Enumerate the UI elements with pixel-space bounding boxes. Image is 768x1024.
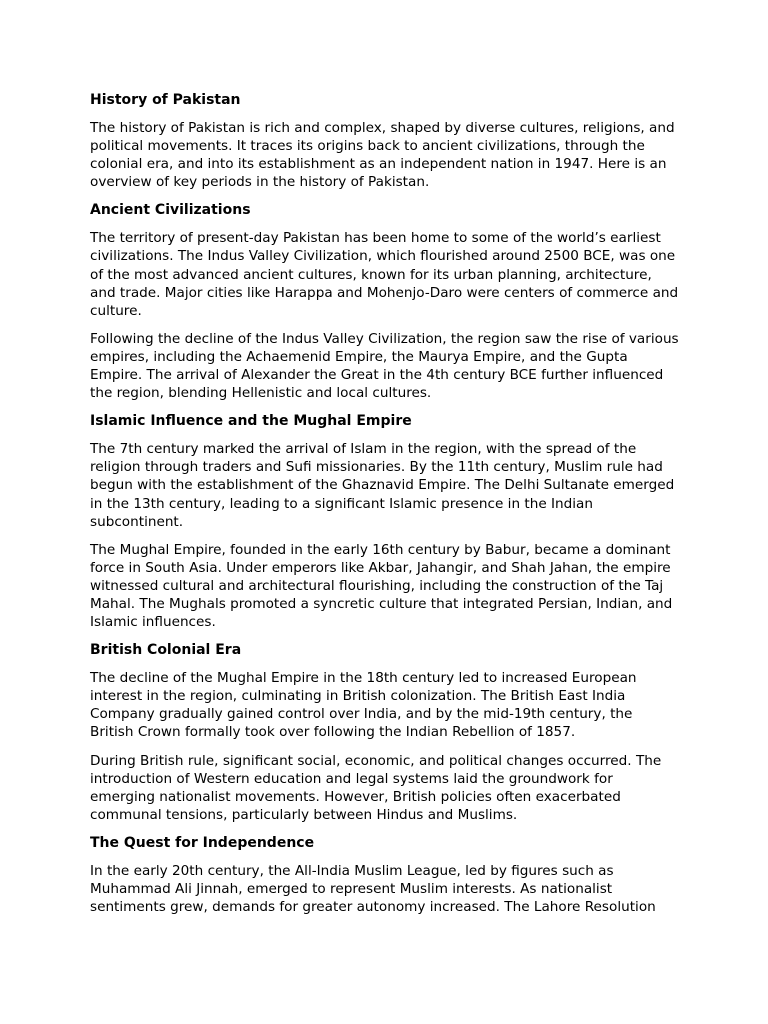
section-islamic-influence (90, 412, 680, 631)
section-paragraph: In the early 20th century, the All-India Muslim League, led by figures such as Muhammad Ali Jinnah, emerged to represent Muslim interests. As nationalist sentiments grew, demands for greater autonomy increased. The Lahore Resolution (90, 862, 656, 916)
section-heading: The Quest for Independence (90, 834, 315, 851)
section-heading: British Colonial Era (90, 642, 242, 659)
section-heading: Ancient Civilizations (90, 202, 251, 219)
section-paragraph: The Mughal Empire, founded in the early 16th century by Babur, became a dominant force in South Asia. Under emperors like Akbar, Jahangir, and Shah Jahan, the empire witnessed cultural and architectural flourishing, including the construction of the Taj Mahal. The Mughals promoted a syncretic culture that integrated Persian, Indian, and Islamic influences. (90, 541, 673, 631)
section-paragraph: The 7th century marked the arrival of Islam in the region, with the spread of the religion through traders and Sufi missionaries. By the 11th century, Muslim rule had begun with the establishment of the Ghaznavid Empire. The Delhi Sultanate emerged in the 13th century, leading to a significant Islamic presence in the Indian subcontinent. (90, 441, 675, 530)
section-paragraph: The territory of present-day Pakistan has been home to some of the world’s earliest civilizations. The Indus Valley Civilization, which flourished around 2500 BCE, was one of the most advanced ancient cultures, known for its urban planning, architecture, and trade. Major cities like Harappa and Mohenjo-Daro were centers of commerce and culture. (90, 230, 679, 319)
section-paragraph: Following the decline of the Indus Valley Civilization, the region saw the rise of various empires, including the Achaemenid Empire, the Maurya Empire, and the Gupta Empire. The arrival of Alexander the Great in the 4th century BCE further influenced the region, blending Hellenistic and local cultures. (90, 330, 679, 402)
document-page (90, 91, 680, 926)
intro-paragraph: The history of Pakistan is rich and complex, shaped by diverse cultures, religions, and political movements. It traces its origins back to ancient civilizations, through the colonial era, and into its establishment as an independent nation in 1947. Here is an overview of key periods in the history of Pakistan. (90, 120, 675, 191)
section-paragraph: The decline of the Mughal Empire in the 18th century led to increased European interest in the region, culminating in British colonization. The British East India Company gradually gained control over India, and by the mid-19th century, the British Crown formally took over following the Indian Rebellion of 1857. (90, 670, 637, 741)
section-quest-for-independence (90, 834, 680, 916)
section-ancient-civilizations (90, 201, 680, 402)
section-heading: Islamic Influence and the Mughal Empire (90, 413, 412, 430)
section-paragraph: During British rule, significant social, economic, and political changes occurred. The introduction of Western education and legal systems laid the groundwork for emerging nationalist movements. However, British policies often exacerbated communal tensions, particularly between Hindus and Muslims. (90, 752, 662, 823)
section-british-colonial-era (90, 641, 680, 824)
document-title: History of Pakistan (90, 92, 241, 108)
